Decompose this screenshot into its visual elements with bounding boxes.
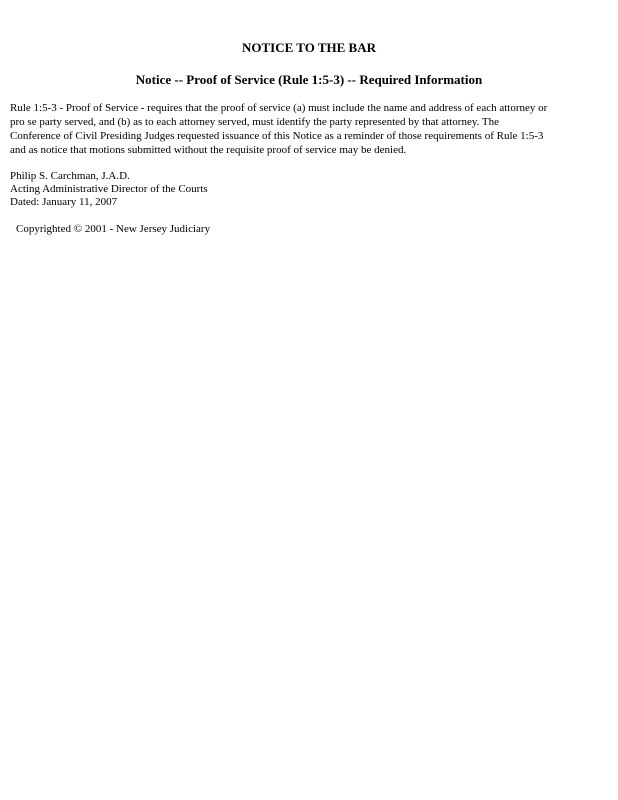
- copyright-notice: Copyrighted © 2001 - New Jersey Judiciary: [16, 223, 211, 235]
- body-line: pro se party served, and (b) as to each attorney served, must identify the party represented by that attorney. The: [10, 116, 500, 128]
- body-line: and as notice that motions submitted without the requisite proof of service may be denied.: [10, 144, 407, 156]
- signer-position: Acting Administrative Director of the Courts: [10, 183, 208, 195]
- body-line: Conference of Civil Presiding Judges requested issuance of this Notice as a reminder of those requirements of Rule 1:5-3: [10, 130, 544, 142]
- notice-subtitle: Notice -- Proof of Service (Rule 1:5-3) -- Required Information: [135, 72, 483, 87]
- signature-block: [10, 170, 610, 209]
- date-line: Dated: January 11, 2007: [10, 196, 118, 208]
- signer-name: Philip S. Carchman, J.A.D.: [10, 170, 130, 182]
- body-line: Rule 1:5-3 - Proof of Service - requires that the proof of service (a) must include the name and address of each attorney or: [10, 102, 548, 114]
- notice-body: [10, 101, 610, 157]
- page-title: NOTICE TO THE BAR: [241, 40, 377, 55]
